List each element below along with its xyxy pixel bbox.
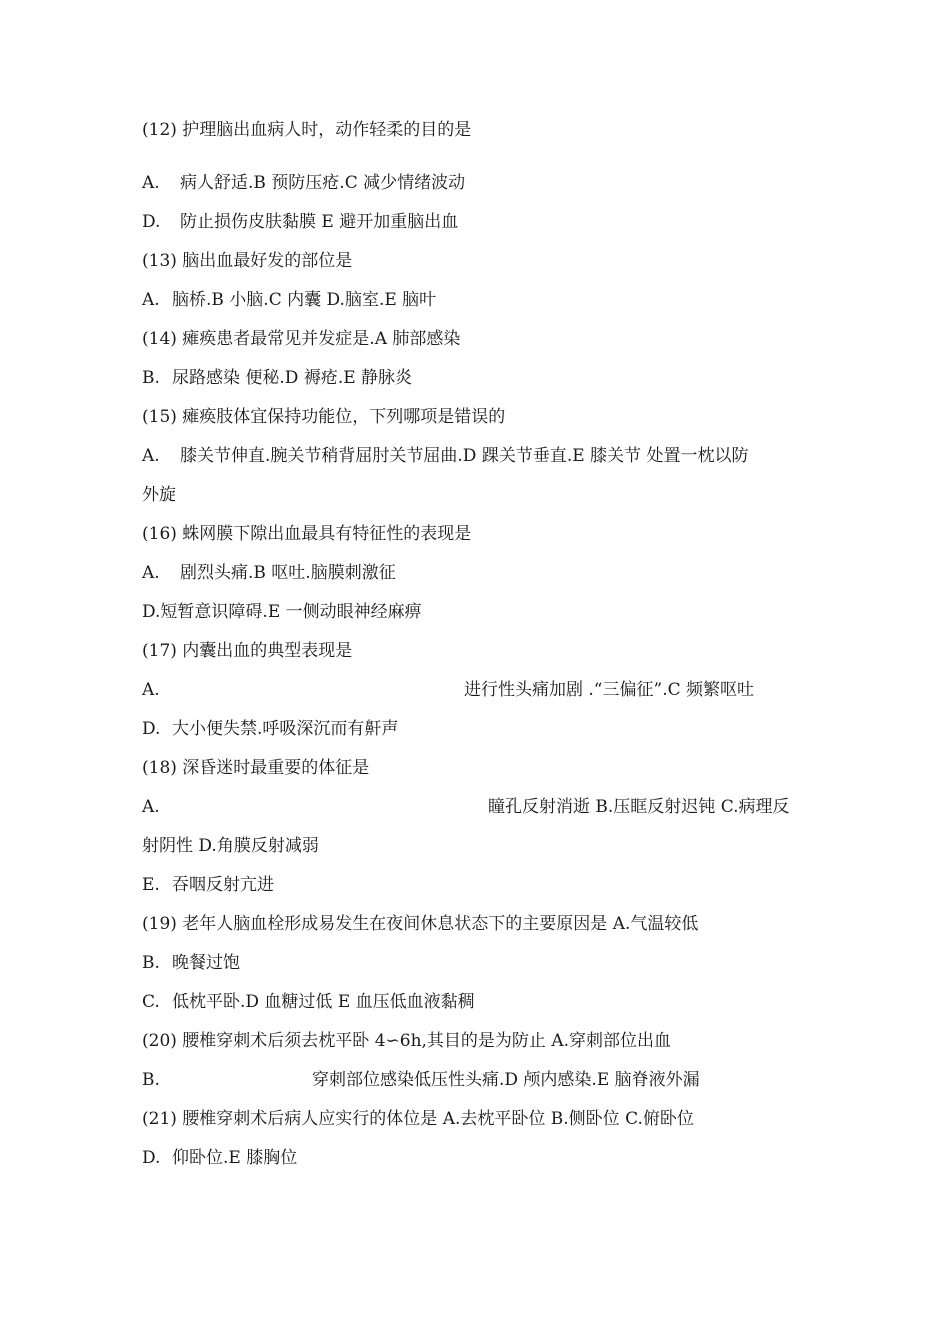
- question-19: [142, 913, 698, 935]
- option-line: [142, 289, 436, 311]
- line-text: (14) 瘫痪患者最常见并发症是.A 肺部感染: [142, 329, 461, 349]
- question-13: [142, 250, 352, 272]
- option-label: A.: [142, 797, 160, 817]
- line-text: (16) 蛛网膜下隙出血最具有特征性的表现是: [142, 524, 472, 544]
- option-label: B.: [142, 368, 160, 388]
- line-text: 瞳孔反射消逝 B.压眶反射迟钝 C.病理反: [488, 797, 790, 817]
- option-label: A.: [142, 173, 160, 193]
- line-text: 穿刺部位感染低压性头痛.D 颅内感染.E 脑脊液外漏: [312, 1070, 700, 1090]
- option-line: [142, 1147, 297, 1169]
- line-text: 病人舒适.B 预防压疮.C 减少情绪波动: [180, 173, 466, 193]
- line-text: 剧烈头痛.B 呕吐.脑膜刺激征: [180, 563, 396, 583]
- line-text: 大小便失禁.呼吸深沉而有鼾声: [172, 719, 399, 739]
- option-label: B.: [142, 1070, 160, 1090]
- option-label: B.: [142, 953, 160, 973]
- option-label: C.: [142, 992, 160, 1012]
- option-line: [142, 991, 475, 1013]
- option-label: D.: [142, 1148, 161, 1168]
- option-line: [142, 367, 412, 389]
- line-text: (20) 腰椎穿刺术后须去枕平卧 4∽6h,其目的是为防止 A.穿刺部位出血: [142, 1031, 672, 1051]
- line-text: (21) 腰椎穿刺术后病人应实行的体位是 A.去枕平卧位 B.侧卧位 C.俯卧位: [142, 1109, 694, 1129]
- option-line: [142, 211, 458, 233]
- question-21: [142, 1108, 694, 1130]
- option-label: A.: [142, 446, 160, 466]
- line-text: 仰卧位.E 膝胸位: [172, 1148, 298, 1168]
- option-line: [142, 445, 748, 467]
- question-16: [142, 523, 471, 545]
- line-text: (19) 老年人脑血栓形成易发生在夜间休息状态下的主要原因是 A.气温较低: [142, 914, 699, 934]
- option-line: [142, 562, 396, 584]
- option-line: [142, 718, 398, 740]
- line-text: D.短暂意识障碍.E 一侧动眼神经麻痹: [142, 602, 422, 622]
- line-text: (15) 瘫痪肢体宜保持功能位，下列哪项是错误的: [142, 407, 506, 427]
- option-line: [142, 952, 240, 974]
- question-17: [142, 640, 352, 662]
- line-text: 膝关节伸直.腕关节稍背屈肘关节屈曲.D 踝关节垂直.E 膝关节 处置一枕以防: [180, 446, 749, 466]
- question-14: [142, 328, 460, 350]
- line-text: 外旋: [142, 485, 176, 505]
- option-label: D.: [142, 212, 161, 232]
- line-text: 晚餐过饱: [172, 953, 240, 973]
- line-text: (12) 护理脑出血病人时，动作轻柔的目的是: [142, 120, 472, 140]
- question-18: [142, 757, 369, 779]
- line-text: 进行性头痛加剧 .“三偏征”.C 频繁呕吐: [464, 680, 755, 700]
- option-label: A.: [142, 290, 160, 310]
- line-text: (17) 内囊出血的典型表现是: [142, 641, 353, 661]
- option-line: [142, 796, 790, 818]
- line-text: (13) 脑出血最好发的部位是: [142, 251, 353, 271]
- line-text: 尿路感染 便秘.D 褥疮.E 静脉炎: [172, 368, 413, 388]
- option-line: [142, 874, 274, 896]
- question-12: [142, 119, 471, 141]
- line-text: 脑桥.B 小脑.C 内囊 D.脑室.E 脑叶: [172, 290, 437, 310]
- option-line: [142, 1069, 700, 1091]
- continuation-line: [142, 484, 176, 506]
- line-text: 射阴性 D.角膜反射减弱: [142, 836, 319, 856]
- line-text: 防止损伤皮肤黏膜 E 避开加重脑出血: [180, 212, 459, 232]
- line-text: 低枕平卧.D 血糖过低 E 血压低血液黏稠: [172, 992, 475, 1012]
- option-label: A.: [142, 680, 160, 700]
- option-line: [142, 172, 465, 194]
- option-label: D.: [142, 719, 161, 739]
- line-text: 吞咽反射亢进: [172, 875, 274, 895]
- question-15: [142, 406, 505, 428]
- option-label: A.: [142, 563, 160, 583]
- question-20: [142, 1030, 671, 1052]
- continuation-line: [142, 835, 319, 857]
- option-label: E.: [142, 875, 160, 895]
- option-line: [142, 679, 754, 701]
- line-text: (18) 深昏迷时最重要的体征是: [142, 758, 370, 778]
- option-line: [142, 601, 422, 623]
